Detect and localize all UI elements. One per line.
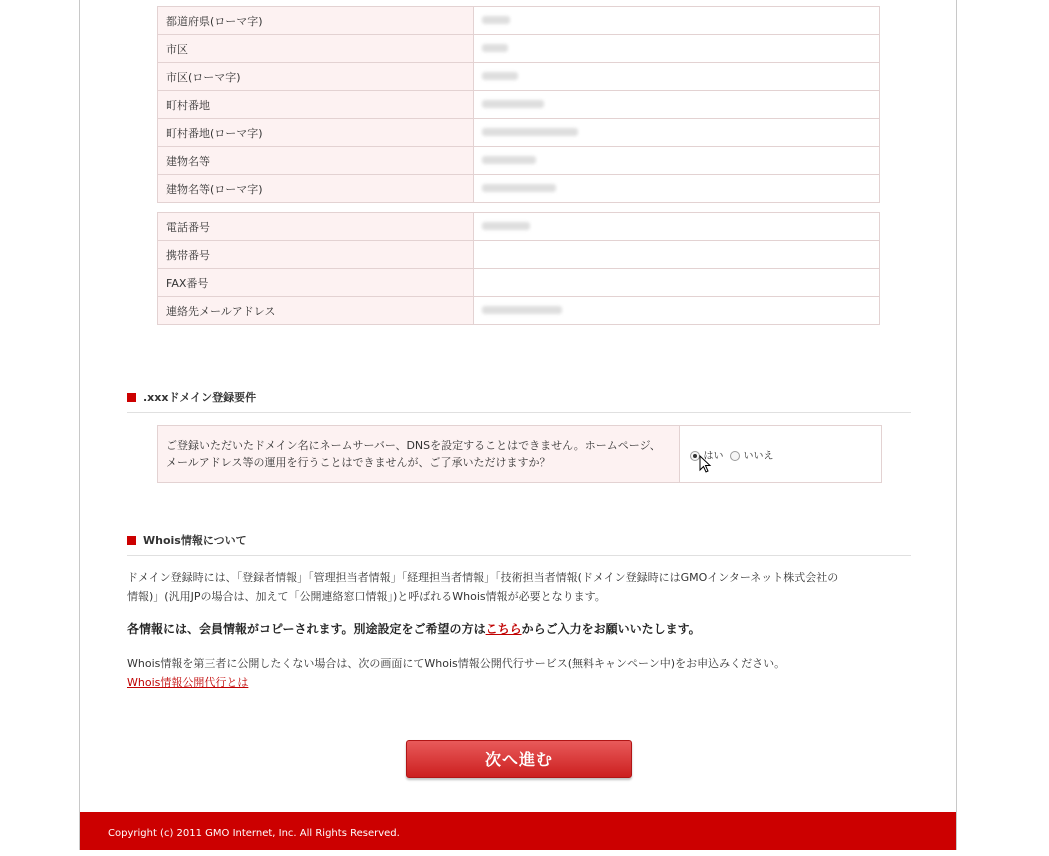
whois-description-line-1: ドメイン登録時には、「登録者情報」「管理担当者情報」「経理担当者情報」「技術担当者情報(ドメイン登録時にはGMOインターネット株式会社の xyxy=(127,571,839,584)
table-row xyxy=(158,147,880,175)
copy-notice-text-end: からご入力をお願いいたします。 xyxy=(521,622,701,636)
table-row xyxy=(158,241,880,269)
xxx-requirement-table xyxy=(157,425,882,483)
question-line-1: ご登録いただいたドメイン名にネームサーバー、DNSを設定することはできません。ホームページ、 xyxy=(166,439,661,452)
row-value xyxy=(474,7,880,35)
table-row xyxy=(158,35,880,63)
redacted-value xyxy=(482,184,556,192)
no-label[interactable]: いいえ xyxy=(743,450,774,462)
whois-section-title xyxy=(127,532,911,556)
yes-label[interactable]: はい xyxy=(703,450,724,462)
contact-table xyxy=(157,212,880,325)
row-label: 携帯番号 xyxy=(158,241,474,269)
page-container xyxy=(79,0,957,850)
redacted-value xyxy=(482,128,578,136)
next-button[interactable]: 次へ進む xyxy=(406,740,632,778)
row-value xyxy=(474,147,880,175)
whois-description-line-2: 情報)」(汎用JPの場合は、加えて「公開連絡窓口情報」)と呼ばれるWhois情報が必要となります。 xyxy=(127,590,606,603)
table-row xyxy=(158,91,880,119)
whois-description xyxy=(127,568,838,606)
redacted-value xyxy=(482,44,508,52)
row-label: 町村番地 xyxy=(158,91,474,119)
section-marker-icon xyxy=(127,536,136,545)
row-label: 都道府県(ローマ字) xyxy=(158,7,474,35)
table-row xyxy=(158,297,880,325)
table-row xyxy=(158,175,880,203)
section-marker-icon xyxy=(127,393,136,402)
redacted-value xyxy=(482,306,562,314)
no-radio[interactable] xyxy=(730,451,740,461)
table-row xyxy=(158,63,880,91)
row-value xyxy=(474,35,880,63)
whois-proxy-notice xyxy=(127,654,785,692)
row-value xyxy=(474,175,880,203)
redacted-value xyxy=(482,156,536,164)
row-label: FAX番号 xyxy=(158,269,474,297)
row-label: 建物名等 xyxy=(158,147,474,175)
row-label: 連絡先メールアドレス xyxy=(158,297,474,325)
redacted-value xyxy=(482,72,518,80)
row-value xyxy=(474,213,880,241)
row-label: 電話番号 xyxy=(158,213,474,241)
table-row xyxy=(158,269,880,297)
redacted-value xyxy=(482,16,510,24)
table-row xyxy=(158,213,880,241)
row-value xyxy=(474,269,880,297)
row-label: 町村番地(ローマ字) xyxy=(158,119,474,147)
whois-proxy-link[interactable]: Whois情報公開代行とは xyxy=(127,676,249,689)
section-title-text: Whois情報について xyxy=(143,534,247,547)
row-value xyxy=(474,63,880,91)
row-value xyxy=(474,241,880,269)
address-table xyxy=(157,6,880,203)
table-row xyxy=(158,119,880,147)
row-value xyxy=(474,119,880,147)
redacted-value xyxy=(482,222,530,230)
row-label: 建物名等(ローマ字) xyxy=(158,175,474,203)
row-label: 市区 xyxy=(158,35,474,63)
xxx-section-title xyxy=(127,389,911,413)
row-label: 市区(ローマ字) xyxy=(158,63,474,91)
footer xyxy=(80,812,956,850)
table-row xyxy=(158,426,882,483)
question-line-2: メールアドレス等の運用を行うことはできませんが、ご了承いただけますか？ xyxy=(166,456,551,469)
row-value xyxy=(474,91,880,119)
section-title-text: .xxxドメイン登録要件 xyxy=(143,391,257,404)
requirement-question xyxy=(158,426,680,483)
here-link[interactable]: こちら xyxy=(485,622,522,636)
redacted-value xyxy=(482,100,544,108)
copy-notice-text: 各情報には、会員情報がコピーされます。別途設定をご希望の方は xyxy=(127,622,486,636)
row-value xyxy=(474,297,880,325)
whois-copy-notice xyxy=(127,620,701,639)
mouse-cursor-icon xyxy=(699,455,713,475)
table-row xyxy=(158,7,880,35)
proxy-notice-text: Whois情報を第三者に公開したくない場合は、次の画面にてWhois情報公開代行サービス(無料キャンペーン中)をお申込みください。 xyxy=(127,657,786,670)
copyright-text: Copyright (c) 2011 GMO Internet, Inc. All Rights Reserved. xyxy=(108,828,400,839)
